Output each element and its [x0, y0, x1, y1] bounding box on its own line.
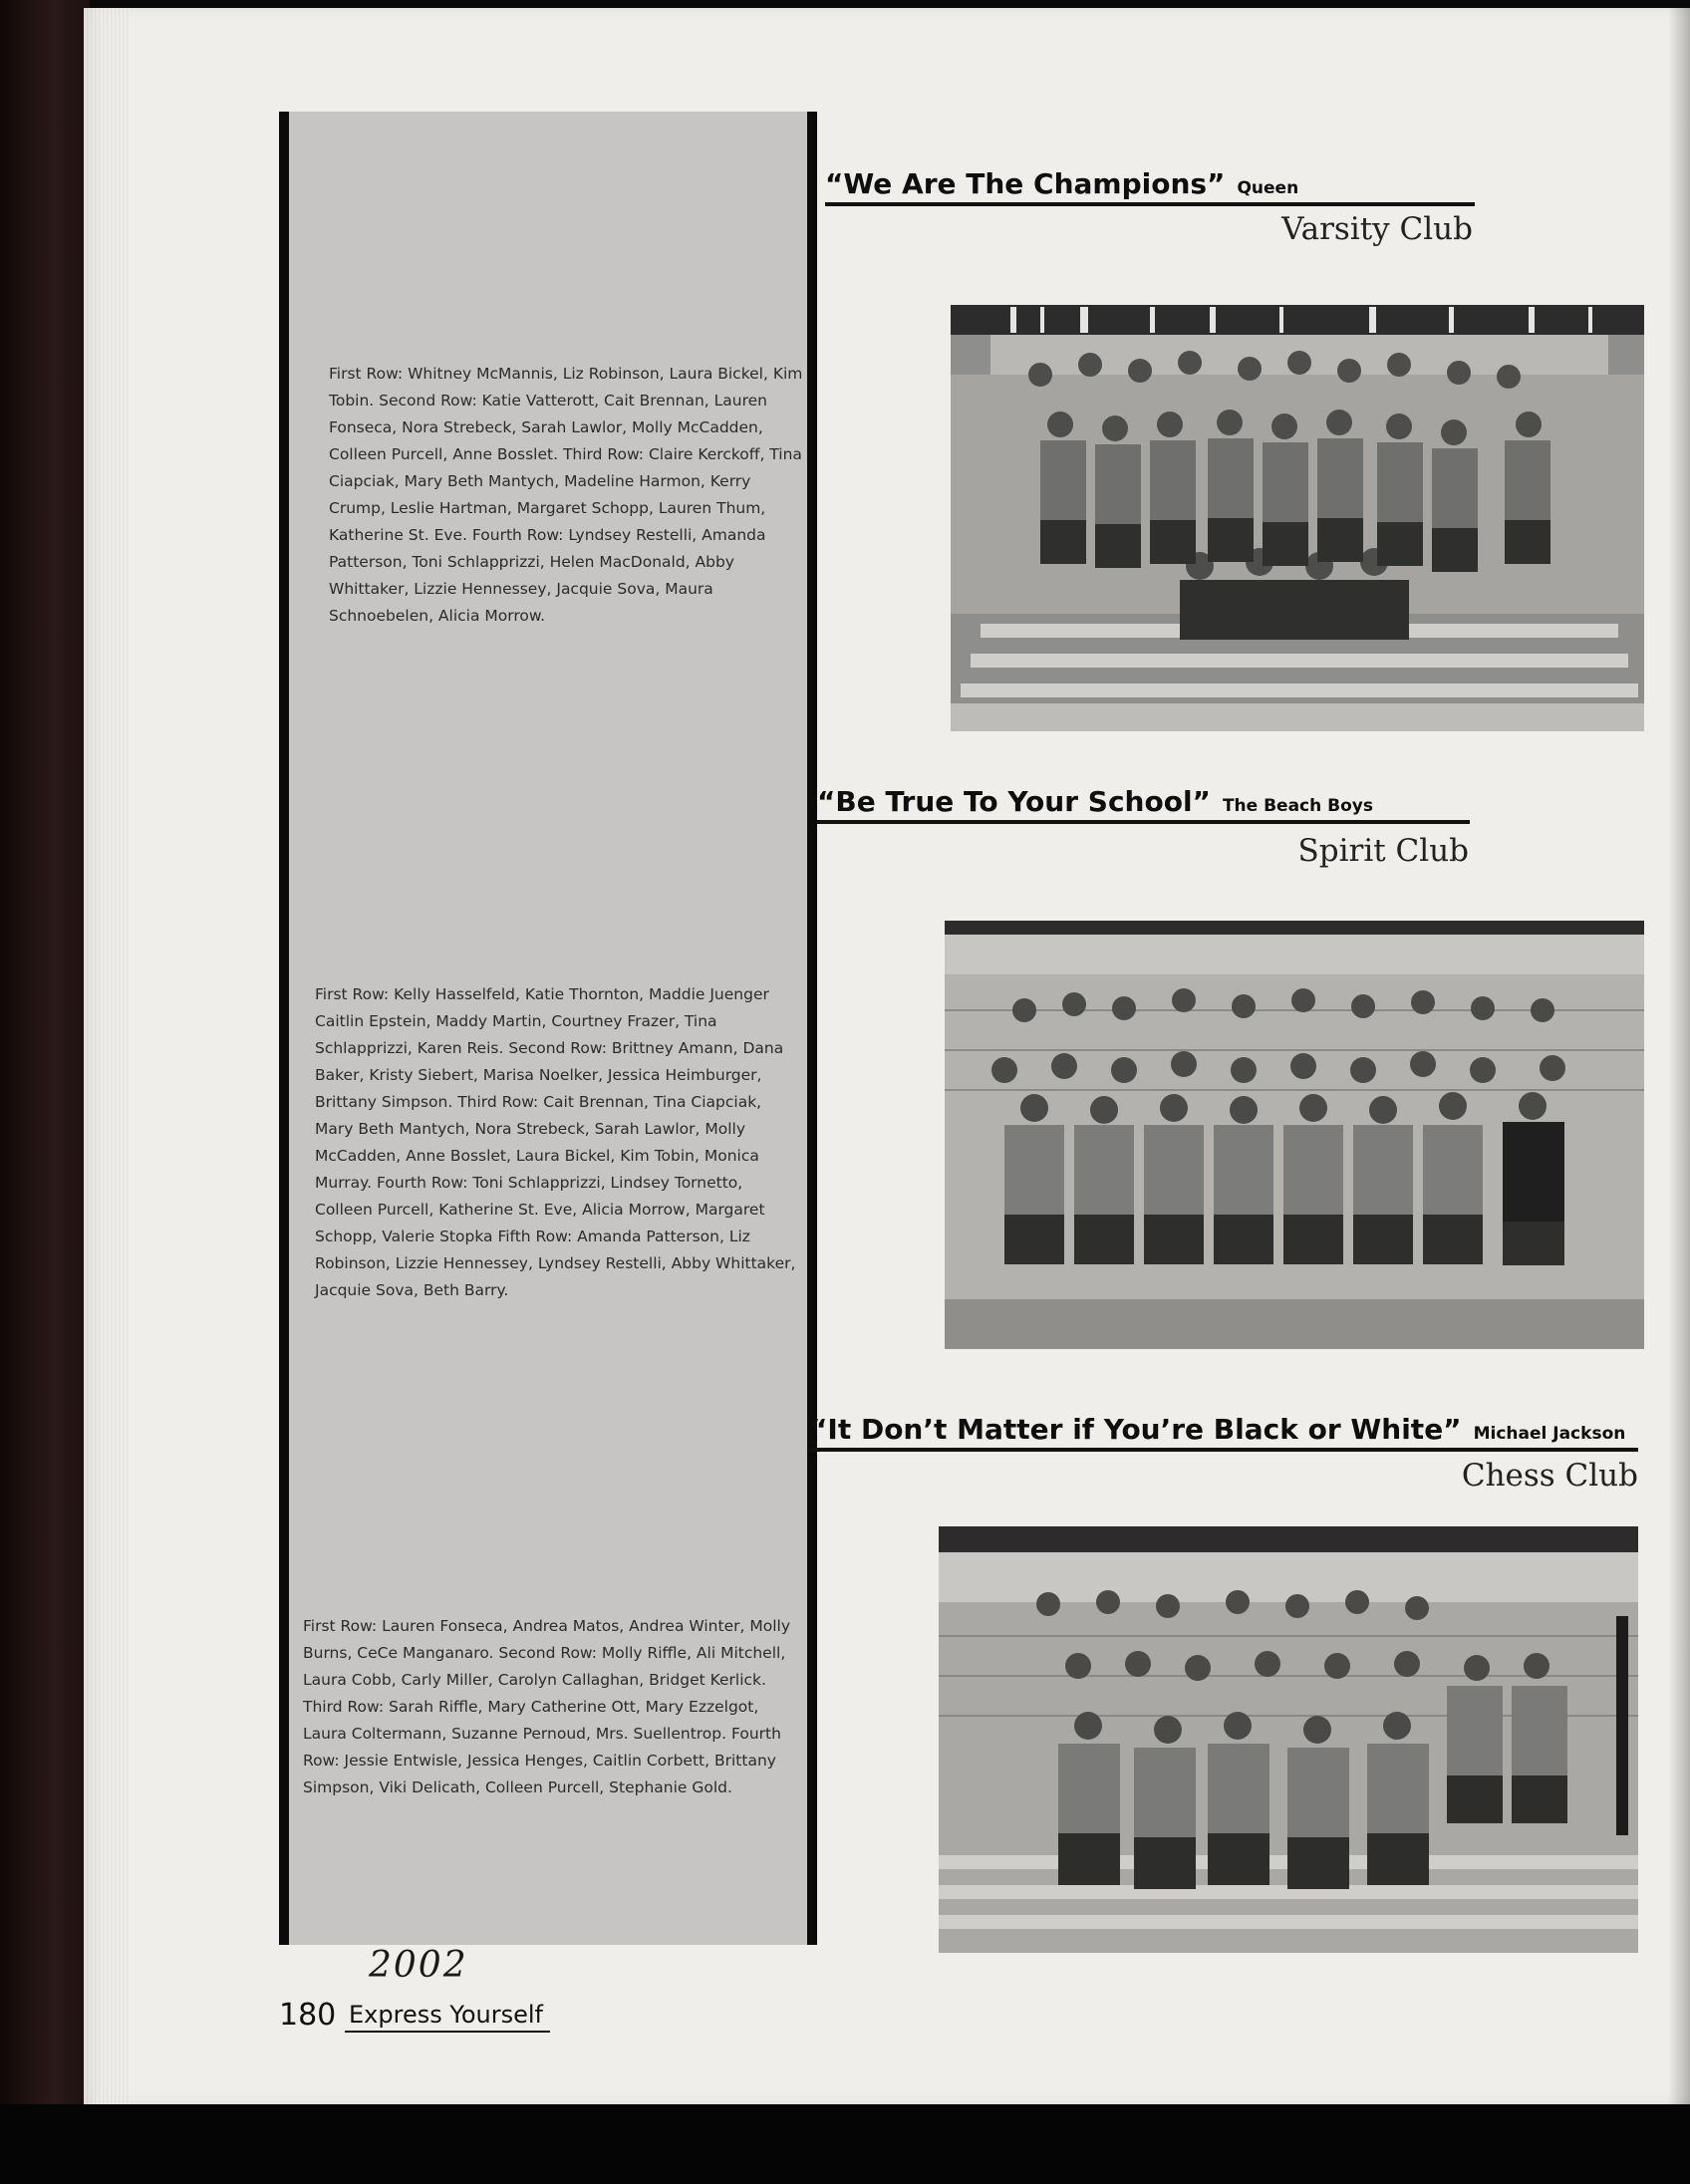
song-artist: The Beach Boys: [1222, 796, 1373, 816]
chess-club-song-heading: [809, 1413, 1638, 1452]
chess-club-title: Chess Club: [1461, 1458, 1638, 1494]
song-title: “Be True To Your School”: [817, 785, 1211, 818]
chess-club-caption: First Row: Lauren Fonseca, Andrea Matos, Andrea Winter, Molly Burns, CeCe Manganaro. Second Row: Molly Riffle, Ali Mitchell, Laura Cobb, Carly Miller, Carolyn Callaghan, Bridget Kerlick. Third Row: Sarah Riffle, Mary Catherine Ott, Mary Ezzelgot, Laura Coltermann, Suzanne Pernoud, Mrs. Suellentrop. Fourth Row: Jessie Entwisle, Jessica Henges, Caitlin Corbett, Brittany Simpson, Viki Delicath, Colleen Purcell, Stephanie Gold.: [303, 1617, 790, 1796]
page-edge: [84, 8, 130, 2104]
bottom-border: [0, 2104, 1690, 2184]
group-photo-illustration: [945, 921, 1644, 1349]
page-gutter-shadow: [1668, 8, 1690, 2104]
spirit-club-title: Spirit Club: [1297, 833, 1469, 869]
book-spine: [0, 0, 90, 2184]
group-photo-illustration: [951, 305, 1644, 731]
song-artist: Queen: [1237, 178, 1299, 198]
varsity-club-caption: First Row: Whitney McMannis, Liz Robinson, Laura Bickel, Kim Tobin. Second Row: Katie Vatterott, Cait Brennan, Lauren Fonseca, Nora Strebeck, Sarah Lawlor, Molly McCadden, Colleen Purcell, Anne Bosslet. Third Row: Claire Kerckoff, Tina Ciapciak, Mary Beth Mantych, Madeline Harmon, Kerry Crump, Leslie Hartman, Margaret Schopp, Lauren Thum, Katherine St. Eve. Fourth Row: Lyndsey Restelli, Amanda Patterson, Toni Schlapprizzi, Helen MacDonald, Abby Whittaker, Lizzie Hennessey, Jacquie Sova, Maura Schnoebelen, Alicia Morrow.: [329, 365, 803, 625]
group-photo-illustration: [939, 1526, 1638, 1953]
section-title: Express Yourself: [345, 2001, 550, 2033]
song-artist: Michael Jackson: [1473, 1424, 1626, 1444]
spirit-club-song-heading: [817, 785, 1470, 824]
page-number: 180: [279, 1998, 337, 2033]
handwritten-year: 2002: [369, 1945, 468, 1986]
varsity-club-group-photo: [951, 305, 1644, 731]
varsity-club-title: Varsity Club: [1281, 211, 1473, 247]
spirit-club-group-photo: [945, 921, 1644, 1349]
spirit-club-caption: First Row: Kelly Hasselfeld, Katie Thornton, Maddie Juenger Caitlin Epstein, Maddy Martin, Courtney Frazer, Tina Schlapprizzi, Karen Reis. Second Row: Brittney Amann, Dana Baker, Kristy Siebert, Marisa Noelker, Jessica Heimburger, Brittany Simpson. Third Row: Cait Brennan, Tina Ciapciak, Mary Beth Mantych, Nora Strebeck, Sarah Lawlor, Molly McCadden, Anne Bosslet, Laura Bickel, Kim Tobin, Monica Murray. Fourth Row: Toni Schlapprizzi, Lindsey Tornetto, Colleen Purcell, Katherine St. Eve, Alicia Morrow, Margaret Schopp, Valerie Stopka Fifth Row: Amanda Patterson, Liz Robinson, Lizzie Hennessey, Lyndsey Restelli, Abby Whittaker, Jacquie Sova, Beth Barry.: [315, 985, 796, 1299]
chess-club-group-photo: [939, 1526, 1638, 1953]
song-title: “We Are The Champions”: [825, 167, 1226, 200]
song-title: “It Don’t Matter if You’re Black or White”: [809, 1413, 1462, 1446]
varsity-club-song-heading: [825, 167, 1475, 206]
